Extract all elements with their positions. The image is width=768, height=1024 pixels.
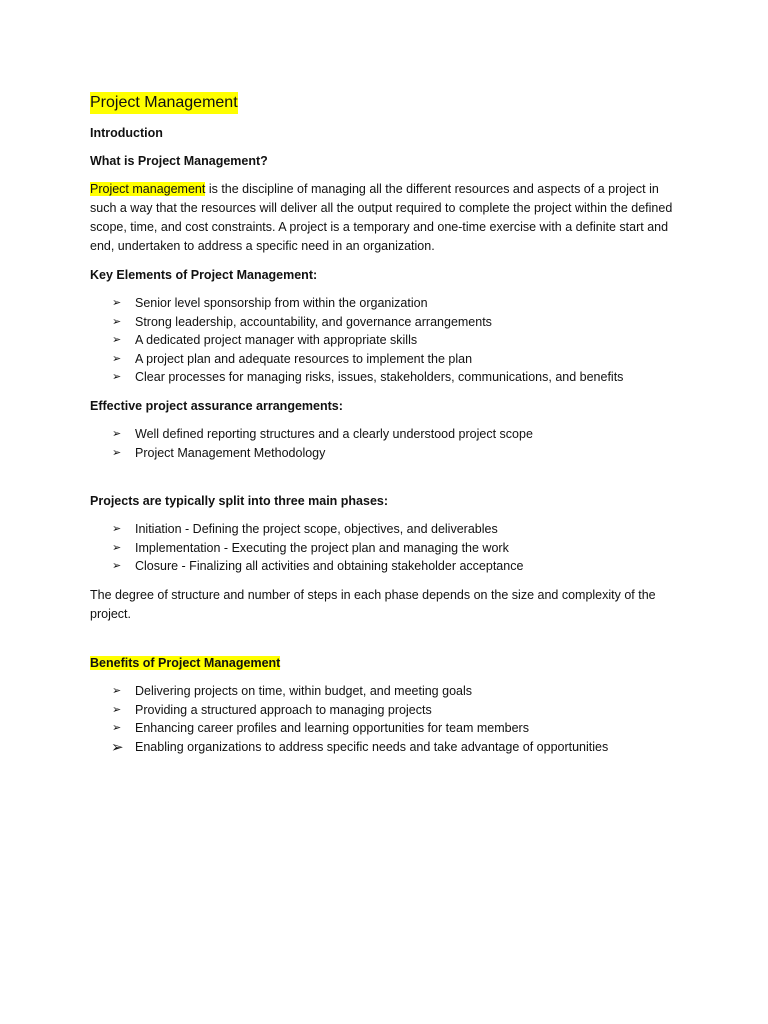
list-item [90,557,680,576]
structure-paragraph: The degree of structure and number of steps in each phase depends on the size and complexity of the project. [90,587,656,621]
list-item-text: Well defined reporting structures and a clearly understood project scope [135,426,533,441]
list-item [90,539,680,558]
key-elements-heading: Key Elements of Project Management: [90,268,318,282]
benefits-heading: Benefits of Project Management [90,655,281,670]
list-item-text: Enhancing career profiles and learning opportunities for team members [135,721,529,736]
arrowhead-bullet-icon: ➢ [112,683,122,697]
phases-list [90,520,680,576]
what-is-heading: What is Project Management? [90,154,268,168]
list-item [90,294,680,313]
list-item-text: Project Management Methodology [135,445,326,460]
arrowhead-bullet-icon: ➢ [112,314,122,328]
assurance-heading: Effective project assurance arrangements: [90,398,343,413]
list-item-text: Delivering projects on time, within budget, and meeting goals [135,683,472,698]
list-item-text: Enabling organizations to address specific needs and take advantage of opportunities [135,739,609,754]
arrowhead-bullet-icon: ➢ [112,351,122,365]
arrowhead-bullet-icon: ➢ [112,702,122,716]
list-item [90,368,680,387]
document-page [90,92,680,766]
list-item-text: Initiation - Defining the project scope, objectives, and deliverables [135,522,498,537]
document-title: Project Management [90,92,238,114]
title-line [90,92,680,124]
arrowhead-bullet-icon: ➢ [112,721,122,735]
list-item [90,701,680,720]
list-item-text: Closure - Finalizing all activities and obtaining stakeholder acceptance [135,559,524,574]
arrowhead-bullet-icon: ➢ [112,445,122,459]
list-item-text: Providing a structured approach to managing projects [135,702,432,717]
arrowhead-bullet-icon: ➢ [112,426,122,440]
blank-line [90,634,680,654]
list-item [90,738,680,757]
arrowhead-bullet-icon: ➢ [112,296,122,309]
list-item-text: A dedicated project manager with appropriate skills [135,333,418,348]
arrowhead-bullet-icon: ➢ [112,333,122,347]
list-item [90,331,680,350]
definition-term: Project management [90,182,206,196]
assurance-list [90,425,680,462]
definition-text: is the discipline of managing all the different resources and aspects of a project in such a way that the resources will deliver all the output required to complete the project within the defined scope, time, and cost constraints. A project is a temporary and one-time exercise with a definite start and end, undertaken to address a specific need in an organization. [90,182,673,253]
list-item [90,444,680,463]
arrowhead-bullet-icon: ➢ [112,370,122,384]
phases-heading: Projects are typically split into three main phases: [90,494,389,509]
key-elements-list [90,294,680,387]
arrowhead-bullet-icon: ➢ [112,522,122,536]
list-item [90,350,680,369]
blank-line [90,472,680,492]
list-item-text: Clear processes for managing risks, issues, stakeholders, communications, and benefits [135,370,624,385]
list-item [90,719,680,738]
list-item [90,425,680,444]
list-item [90,520,680,539]
list-item [90,313,680,332]
introduction-heading: Introduction [90,126,163,140]
list-item-text: Strong leadership, accountability, and governance arrangements [135,314,492,329]
arrowhead-bullet-icon: ➢ [112,540,122,554]
definition-paragraph [90,180,680,256]
list-item-text: Implementation - Executing the project plan and managing the work [135,540,509,555]
benefits-heading-line [90,654,680,672]
list-item-text: A project plan and adequate resources to implement the plan [135,351,473,366]
list-item-text: Senior level sponsorship from within the organization [135,296,428,310]
list-item [90,682,680,701]
benefits-list [90,682,680,756]
arrowhead-bullet-icon: ➢ [112,559,122,573]
arrowhead-bullet-icon: ➢ [111,737,124,756]
